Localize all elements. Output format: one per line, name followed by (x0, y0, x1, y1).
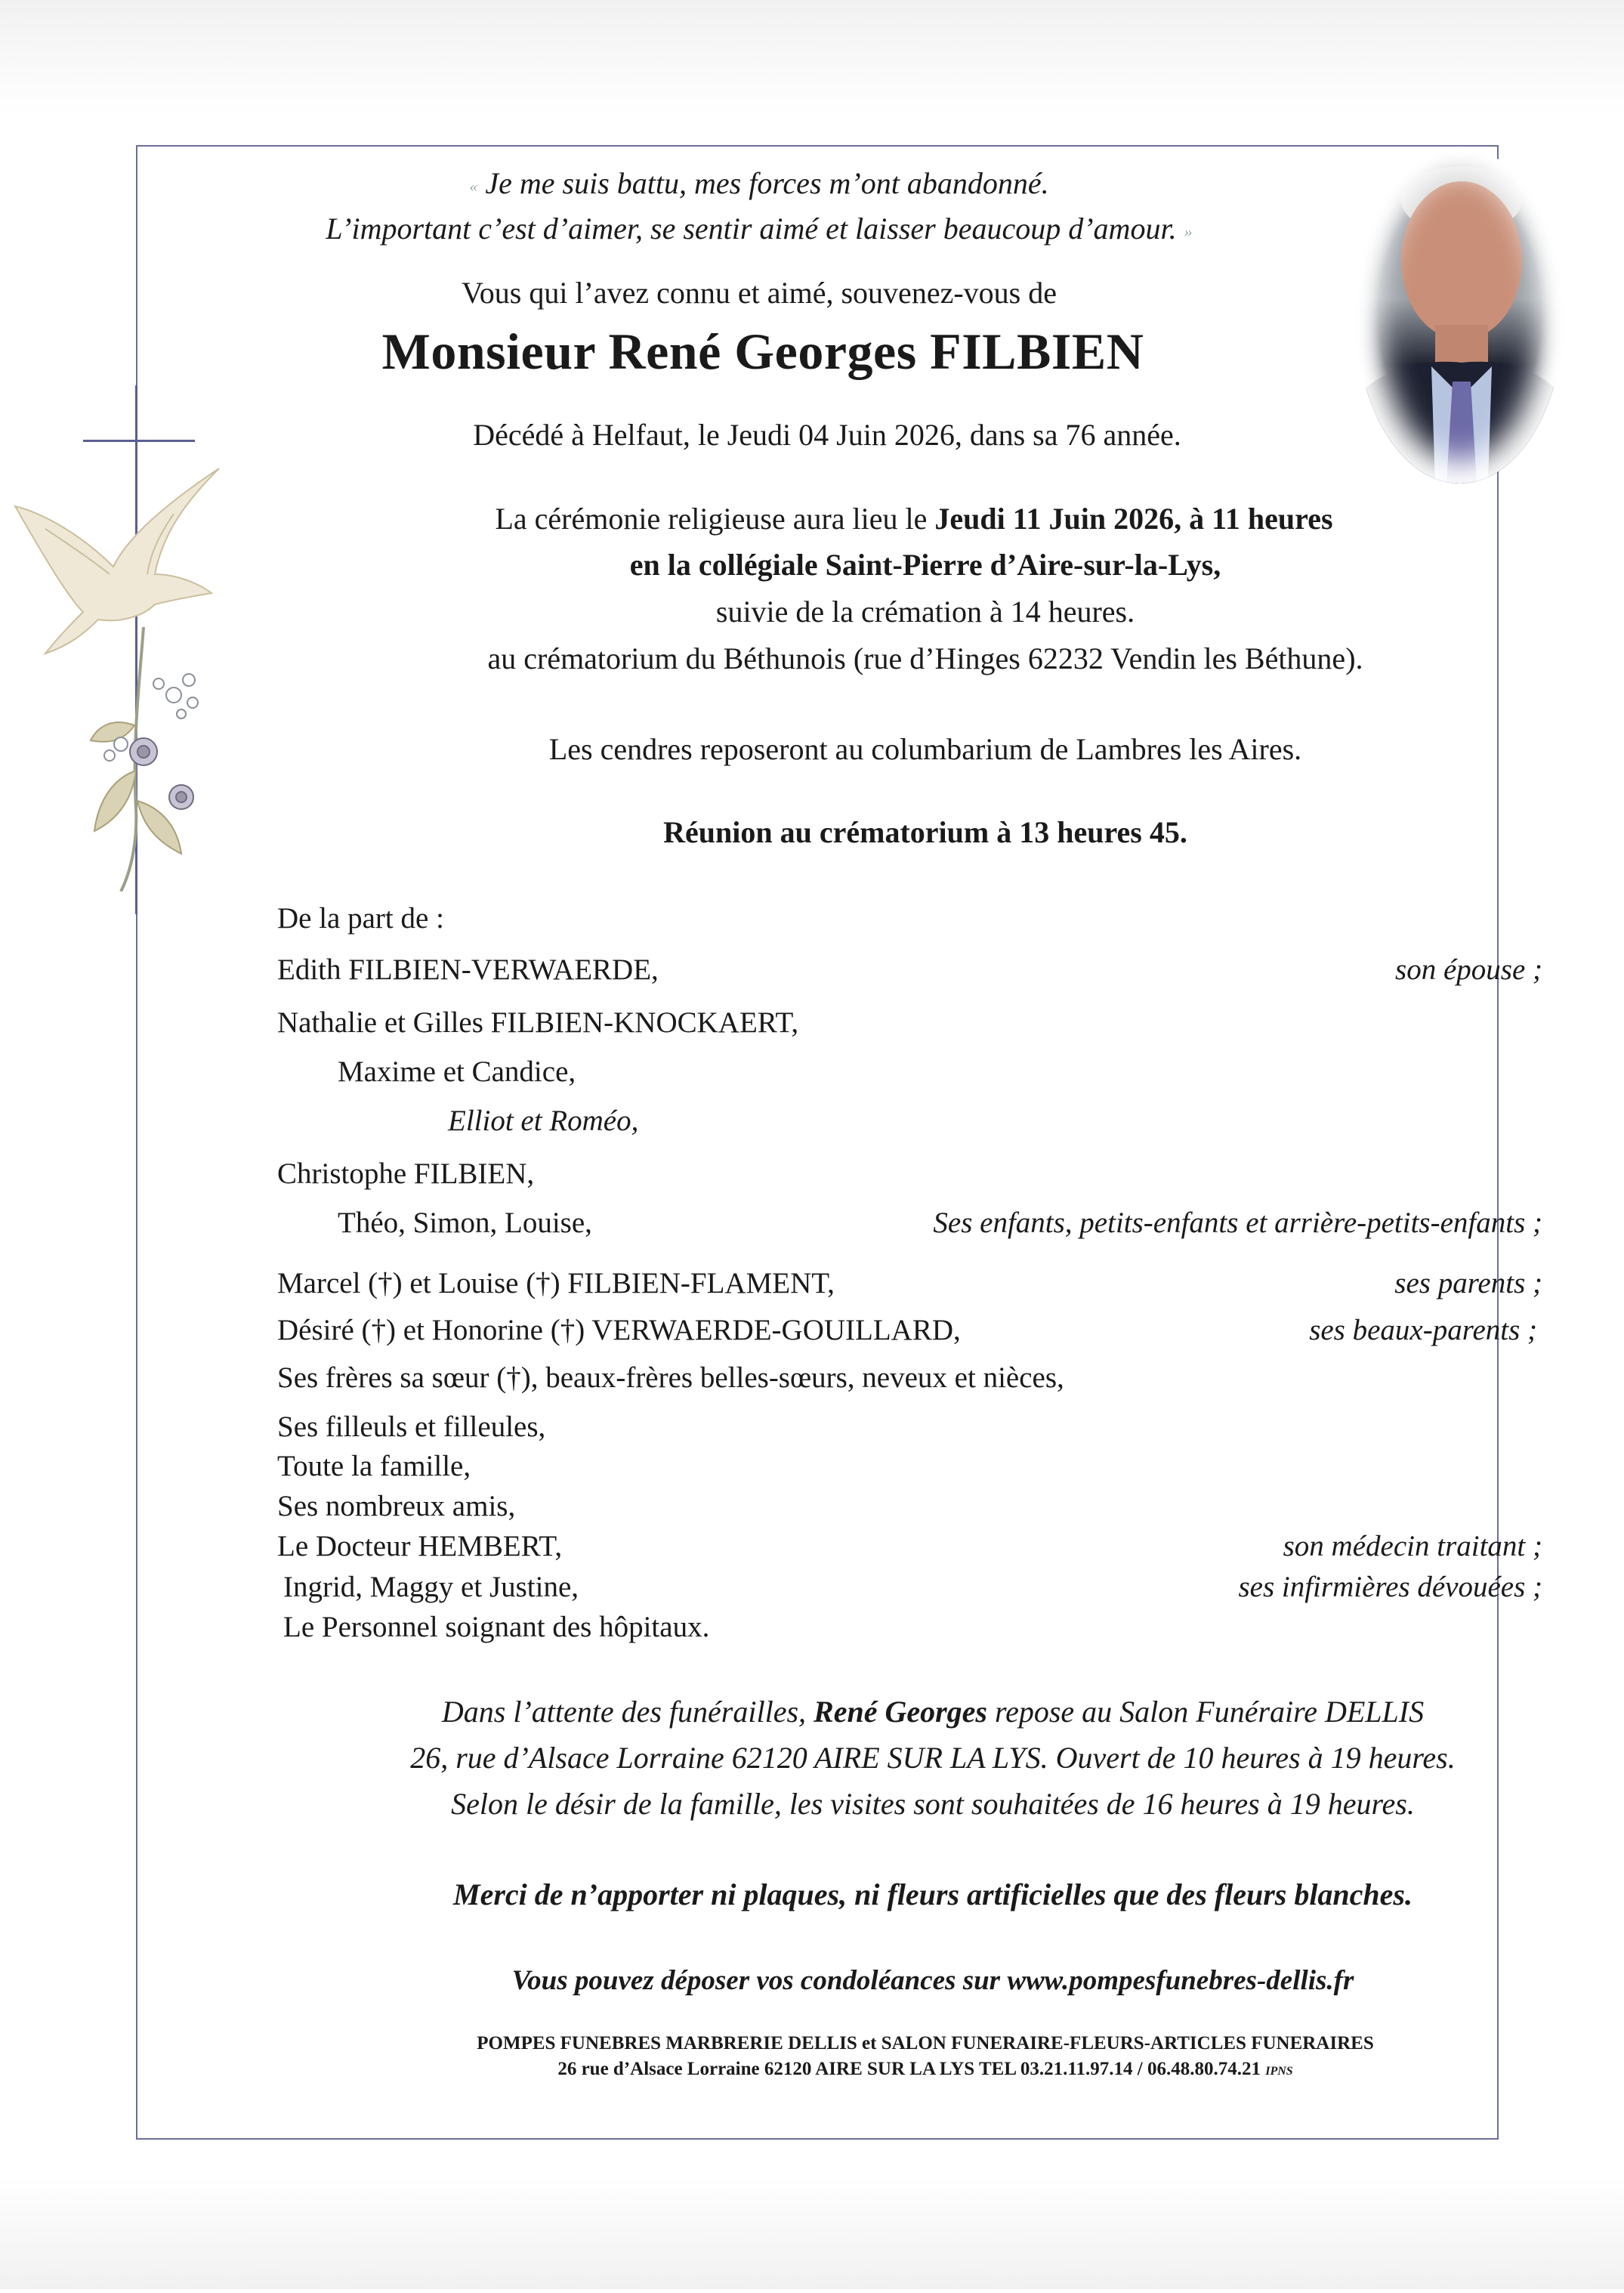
footer-line-2: 26 rue d’Alsace Lorraine 62120 AIRE SUR LA LYS TEL 03.21.11.97.14 / 06.48.80.74.21 IPNS (557, 2059, 1293, 2079)
ceremony-date: Jeudi 11 Juin 2026, à 11 heures (934, 502, 1333, 536)
quote-line-2 (0, 206, 1571, 255)
family-name: Théo, Simon, Louise, (338, 1207, 592, 1239)
family-name: Elliot et Roméo, (448, 1105, 639, 1137)
family-name: Désiré (†) et Honorine (†) VERWAERDE-GOUILLARD, (277, 1314, 961, 1346)
family-name: Marcel (†) et Louise (†) FILBIEN-FLAMENT, (277, 1267, 835, 1299)
quote-open-mark: « (469, 176, 478, 196)
salon-line-1: Dans l’attente des funérailles, René Georges repose au Salon Funéraire DELLIS (441, 1695, 1425, 1729)
page-top-edge (0, 0, 1624, 113)
ashes-text: Les cendres reposeront au columbarium de Lambres les Aires. (548, 732, 1302, 766)
ipns-tag: IPNS (1265, 2065, 1293, 2078)
reunion-text: Réunion au crématorium à 13 heures 45. (663, 815, 1187, 849)
death-line: Décédé à Helfaut, le Jeudi 04 Juin 2026, dans sa 76 année. (473, 418, 1181, 452)
salon-line-2: 26, rue d’Alsace Lorraine 62120 AIRE SUR LA LYS. Ouvert de 10 heures à 19 heures. (410, 1741, 1456, 1775)
intro-text: Vous qui l’avez connu et aimé, souvenez-vous de (462, 276, 1057, 310)
quote-text-1: Je me suis battu, mes forces m’ont abandonné. (485, 166, 1049, 200)
deceased-name: Monsieur René Georges FILBIEN (381, 323, 1144, 380)
family-relation: son épouse ; (1395, 953, 1542, 986)
flowers-note: Merci de n’apporter ni plaques, ni fleurs artificielles que des fleurs blanches. (453, 1877, 1413, 1911)
salon-line-3: Selon le désir de la famille, les visites sont souhaitées de 16 heures à 19 heures. (451, 1787, 1415, 1821)
ceremony-line-2: en la collégiale Saint-Pierre d’Aire-sur-la-Lys, (629, 548, 1221, 582)
ceremony-line-1: La cérémonie religieuse aura lieu le Jeudi 11 Juin 2026, à 11 heures (495, 502, 1333, 536)
page-bottom-edge (0, 2176, 1624, 2289)
family-name: Nathalie et Gilles FILBIEN-KNOCKAERT, (277, 1006, 799, 1039)
family-name: Edith FILBIEN-VERWAERDE, (277, 953, 659, 986)
ceremony-line-4: au crématorium du Béthunois (rue d’Hinges 62232 Vendin les Béthune). (487, 641, 1363, 675)
family-name: Ses nombreux amis, (277, 1490, 516, 1522)
family-relation: ses infirmières dévouées ; (1238, 1571, 1542, 1603)
family-name: Le Personnel soignant des hôpitaux. (283, 1611, 710, 1643)
ceremony-line-3: suivie de la crémation à 14 heures. (715, 595, 1135, 629)
quote-text-2: L’important c’est d’aimer, se sentir aimé et laisser beaucoup d’amour. (326, 212, 1177, 246)
footer-line-1: POMPES FUNEBRES MARBRERIE DELLIS et SALON FUNERAIRE-FLEURS-ARTICLES FUNERAIRES (477, 2033, 1374, 2054)
family-relation: Ses enfants, petits-enfants et arrière-petits-enfants ; (933, 1207, 1542, 1239)
family-name: Christophe FILBIEN, (277, 1157, 535, 1190)
family-name: Ses filleuls et filleules, (277, 1411, 546, 1443)
family-name: Toute la famille, (277, 1450, 471, 1482)
quote-close-mark: » (1184, 221, 1193, 241)
family-name: Maxime et Candice, (338, 1055, 576, 1088)
family-name: Ses frères sa sœur (†), beaux-frères belles-sœurs, neveux et nièces, (277, 1361, 1064, 1394)
family-relation: ses parents ; (1394, 1267, 1542, 1299)
family-relation: son médecin traitant ; (1283, 1530, 1542, 1562)
quote-line-1 (0, 161, 1571, 209)
family-name: Le Docteur HEMBERT, (277, 1530, 563, 1562)
family-name: Ingrid, Maggy et Justine, (283, 1571, 579, 1603)
family-relation: ses beaux-parents ; (1309, 1314, 1537, 1346)
family-heading: De la part de : (277, 902, 444, 935)
condolences-text: Vous pouvez déposer vos condoléances sur www.pompesfunebres-dellis.fr (511, 1965, 1354, 1996)
